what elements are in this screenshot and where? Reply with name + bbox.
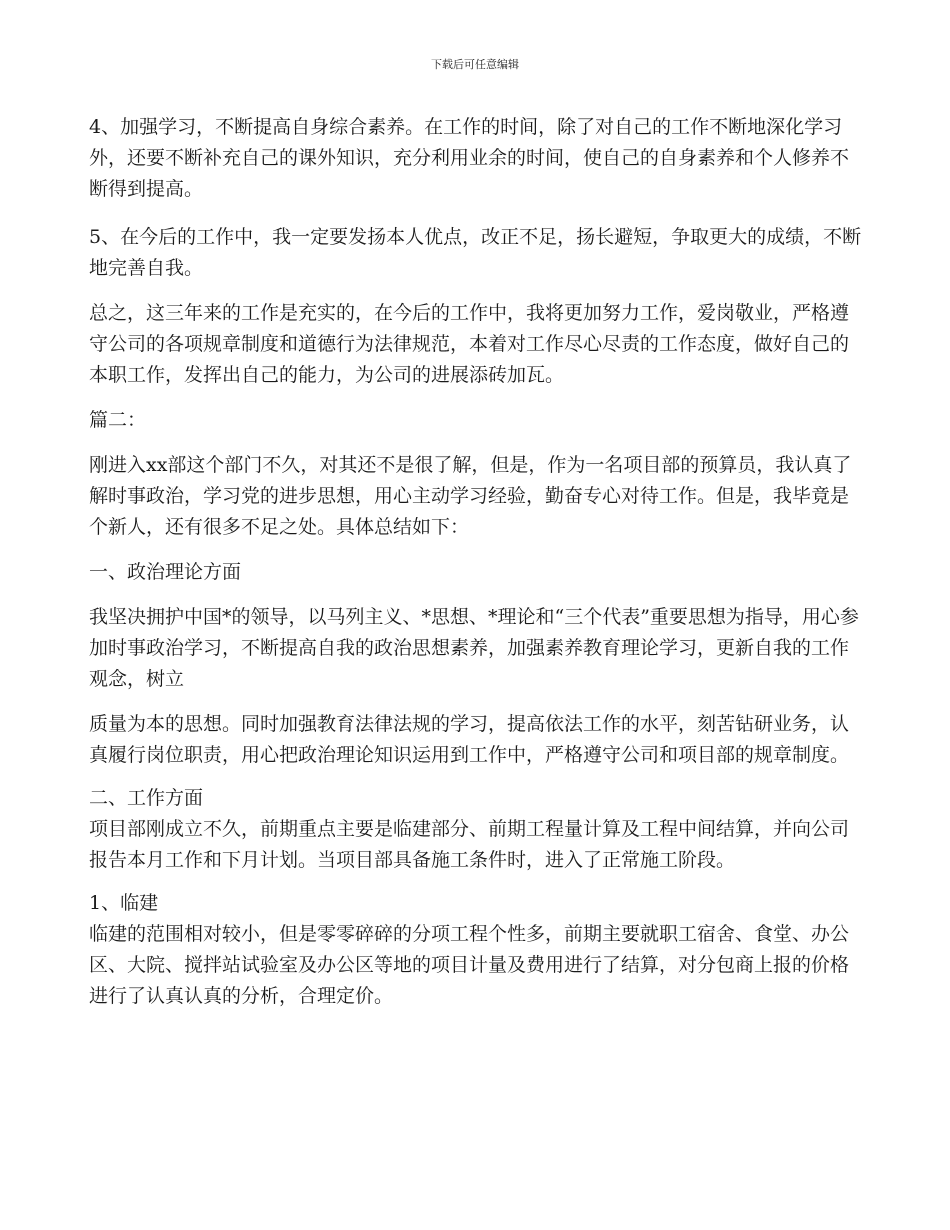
paragraph-item-4: 4、加强学习，不断提高自身综合素养。在工作的时间，除了对自己的工作不断地深化学习外，还要不断补充自己的课外知识，充分利用业余的时间，使自己的自身素养和个人修养不断得到提高。 <box>89 116 850 200</box>
section-heading-politics: 一、政治理论方面 <box>89 561 242 583</box>
paragraph-temporary: 临建的范围相对较小，但是零零碎碎的分项工程个性多，前期主要就职工宿舍、食堂、办公区、大院、搅拌站试验室及办公区等地的项目计量及费用进行了结算，对分包商上报的价格进行了认真认真的分析，合理定价。 <box>89 923 850 1007</box>
document-body <box>89 112 864 1012</box>
paragraph-item-5: 5、在今后的工作中，我一定要发扬本人优点，改正不足，扬长避短，争取更大的成绩，不断地完善自我。 <box>89 226 862 279</box>
section-heading-work: 二、工作方面 <box>89 787 204 809</box>
section-heading-part-two: 篇二： <box>89 409 147 431</box>
section-heading-temporary: 1、临建 <box>89 892 159 914</box>
paragraph-politics-2: 质量为本的思想。同时加强教育法律法规的学习，提高依法工作的水平，刻苦钻研业务，认真履行岗位职责，用心把政治理论知识运用到工作中，严格遵守公司和项目部的规章制度。 <box>89 713 850 766</box>
paragraph-intro: 刚进入xx部这个部门不久，对其还不是很了解，但是，作为一名项目部的预算员，我认真了解时事政治，学习党的进步思想，用心主动学习经验，勤奋专心对待工作。但是，我毕竟是个新人，还有很多不足之处。具体总结如下： <box>89 454 852 538</box>
paragraph-politics-1: 我坚决拥护中国*的领导，以马列主义、*思想、*理论和“三个代表”重要思想为指导，用心参加时事政治学习，不断提高自我的政治思想素养，加强素养教育理论学习，更新自我的工作观念，树立 <box>89 606 859 690</box>
paragraph-summary: 总之，这三年来的工作是充实的，在今后的工作中，我将更加努力工作，爱岗敬业，严格遵守公司的各项规章制度和道德行为法律规范，本着对工作尽心尽责的工作态度，做好自己的本职工作，发挥出自己的能力，为公司的进展添砖加瓦。 <box>89 302 850 386</box>
paragraph-work: 项目部刚成立不久，前期重点主要是临建部分、前期工程量计算及工程中间结算，并向公司报告本月工作和下月计划。当项目部具备施工条件时，进入了正常施工阶段。 <box>89 818 850 871</box>
page-header: 下载后可任意编辑 <box>431 58 519 71</box>
